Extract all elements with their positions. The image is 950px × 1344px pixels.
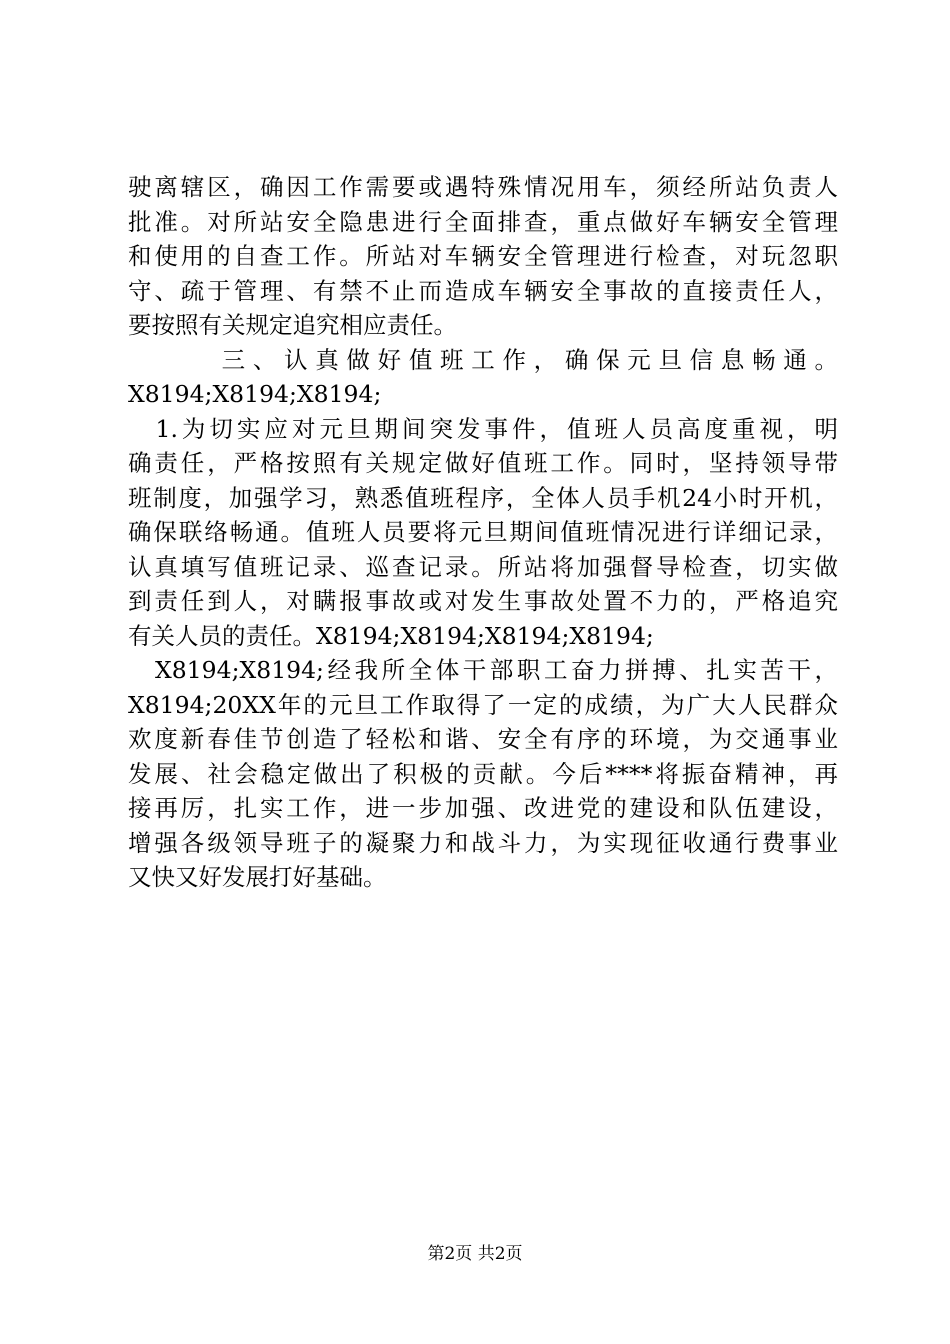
text-line: 要按照有关规定追究相应责任。	[128, 311, 457, 339]
text-line: X8194;X8194;经我所全体干部职工奋力拼搏、扎实苦干，	[128, 656, 838, 684]
body-text	[128, 170, 838, 895]
text-line: 又快又好发展打好基础。	[128, 863, 387, 891]
page-number-footer: 第2页 共2页	[427, 1244, 523, 1264]
text-line: X8194;X8194;X8194;	[128, 380, 382, 408]
text-line: 1.为切实应对元旦期间突发事件，值班人员高度重视，明	[128, 414, 838, 443]
text-line: 驶离辖区，确因工作需要或遇特殊情况用车，须经所站负责人	[128, 173, 838, 201]
text-line: 到责任到人，对瞒报事故或对发生事故处置不力的，严格追究	[128, 587, 838, 615]
text-line: 确责任，严格按照有关规定做好值班工作。同时，坚持领导带	[128, 449, 838, 477]
section-heading: 三、认真做好值班工作，确保元旦信息畅通。	[128, 345, 838, 374]
text-line: 认真填写值班记录、巡查记录。所站将加强督导检查，切实做	[128, 552, 838, 581]
text-line: 增强各级领导班子的凝聚力和战斗力，为实现征收通行费事业	[128, 828, 838, 857]
text-line: 和使用的自查工作。所站对车辆安全管理进行检查，对玩忽职	[128, 242, 838, 270]
text-line: 守、疏于管理、有禁不止而造成车辆安全事故的直接责任人，	[128, 276, 838, 305]
text-line: 欢度新春佳节创造了轻松和谐、安全有序的环境，为交通事业	[128, 725, 838, 753]
text-line: 批准。对所站安全隐患进行全面排查，重点做好车辆安全管理	[128, 207, 838, 236]
text-line: 有关人员的责任。X8194;X8194;X8194;X8194;	[128, 621, 654, 650]
text-line: X8194;20XX年的元旦工作取得了一定的成绩，为广大人民群众	[128, 690, 838, 719]
text-line: 确保联络畅通。值班人员要将元旦期间值班情况进行详细记录，	[128, 518, 838, 546]
text-line: 接再厉，扎实工作，进一步加强、改进党的建设和队伍建设，	[128, 794, 838, 822]
text-line: 班制度，加强学习，熟悉值班程序，全体人员手机24小时开机，	[128, 483, 838, 512]
text-line: 发展、社会稳定做出了积极的贡献。今后****将振奋精神，再	[128, 759, 838, 788]
